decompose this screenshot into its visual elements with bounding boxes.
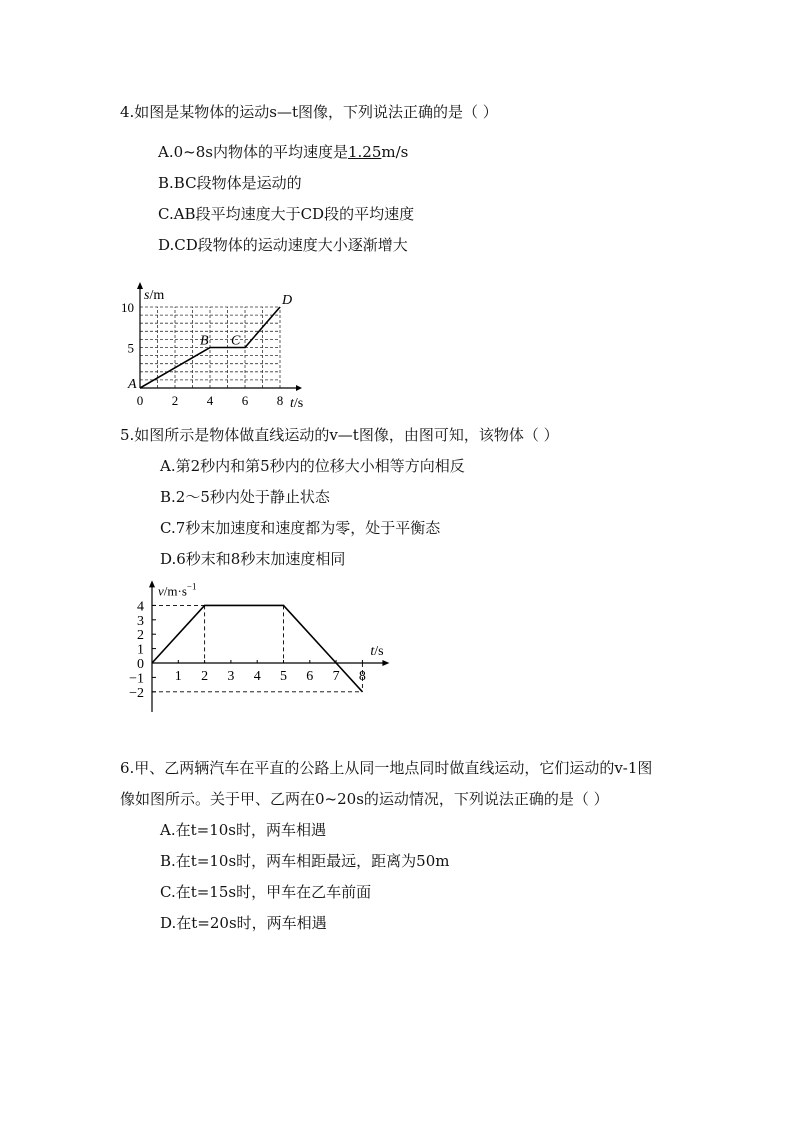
q5-vt-graph (118, 572, 398, 720)
x-tick-label: 8 (358, 669, 366, 684)
q6-stem-line2: 像如图所示。关于甲、乙两在0~20s的运动情况，下列说法正确的是（ ） (120, 790, 609, 808)
y-tick-label: −1 (129, 671, 144, 687)
y-axis-label (144, 288, 164, 303)
x-axis-label-unit: /s (374, 644, 384, 659)
q5-axes (149, 580, 389, 712)
q4-option-b: B.BC段物体是运动的 (158, 174, 302, 192)
y-axis-label-unit: /m·s (163, 583, 187, 599)
y-axis-arrow (137, 282, 143, 289)
point-label-a: A (128, 377, 137, 392)
x-tick-label: 0 (136, 393, 144, 408)
y-axis-label (158, 581, 196, 598)
x-tick-label: 5 (280, 669, 287, 684)
x-tick-label: 4 (206, 393, 214, 408)
q4-option-c: C.AB段平均速度大于CD段的平均速度 (158, 205, 415, 223)
y-tick-label: 5 (127, 340, 134, 356)
q4-option-a-unit: m/s (381, 143, 409, 161)
q4-option-d: D.CD段物体的运动速度大小逐渐增大 (158, 236, 408, 254)
y-axis-label-var: s (144, 288, 150, 303)
q4-option-a-text: A.0~8s内物体的平均速度是 (158, 143, 348, 161)
x-axis-label (370, 644, 383, 659)
q6-option-b: B.在t=10s时，两车相距最远，距离为50m (160, 852, 450, 870)
q5-option-a: A.第2秒内和第5秒内的位移大小相等方向相反 (160, 457, 465, 475)
y-tick-label: 10 (121, 300, 134, 315)
x-tick-label: 7 (332, 669, 340, 684)
q6-option-d: D.在t=20s时，两车相遇 (160, 914, 327, 932)
q5-stem: 5.如图所示是物体做直线运动的v—t图像，由图可知，该物体（ ） (120, 426, 559, 444)
q4-st-graph (118, 278, 318, 413)
q4-stem: 4.如图是某物体的运动s—t图像，下列说法正确的是（ ） (120, 103, 498, 121)
x-tick-label: 6 (241, 393, 249, 408)
q4-option-a (158, 142, 408, 162)
x-tick-label: 6 (306, 669, 314, 684)
x-axis-label-var: t (370, 644, 375, 659)
q6-stem-line1: 6.甲、乙两辆汽车在平直的公路上从同一地点同时做直线运动，它们运动的v-1图 (120, 759, 653, 777)
point-label-b: B (200, 333, 209, 349)
x-axis-label-var: t (290, 396, 294, 411)
q5-option-d: D.6秒末和8秒末加速度相同 (160, 550, 346, 568)
x-axis-label (290, 396, 303, 411)
q5-option-c: C.7秒末加速度和速度都为零，处于平衡态 (160, 519, 441, 537)
x-tick-label: 3 (227, 669, 235, 684)
x-tick-label: 8 (276, 393, 284, 408)
q5-option-b: B.2～5秒内处于静止状态 (160, 488, 330, 506)
q4-option-a-underlined: 1.25 (347, 143, 382, 161)
y-axis-label-var: v (158, 583, 164, 599)
y-tick-label: 3 (137, 613, 144, 629)
q5-labels (129, 581, 384, 700)
q6-option-c: C.在t=15s时，甲车在乙车前面 (160, 883, 372, 901)
y-axis-label-unit: /m (149, 288, 165, 303)
y-tick-label: 0 (137, 657, 144, 672)
x-tick-label: 4 (253, 669, 261, 684)
q4-labels (121, 288, 303, 411)
x-tick-label: 2 (171, 393, 179, 408)
point-label-c: C (231, 333, 241, 349)
y-tick-label: 4 (137, 599, 144, 615)
x-tick-label: 2 (201, 669, 209, 684)
y-tick-label: 1 (137, 642, 144, 658)
x-axis-label-unit: /s (293, 396, 304, 411)
y-tick-label: −2 (129, 685, 144, 701)
y-axis-arrow (149, 580, 155, 587)
x-axis-arrow (382, 660, 389, 666)
x-tick-label: 1 (174, 669, 182, 684)
y-axis-label-exponent: −1 (186, 581, 197, 592)
x-axis-arrow (296, 385, 302, 391)
y-tick-label: 2 (137, 628, 144, 644)
point-label-d: D (282, 293, 293, 308)
q6-option-a: A.在t=10s时，两车相遇 (160, 821, 326, 839)
